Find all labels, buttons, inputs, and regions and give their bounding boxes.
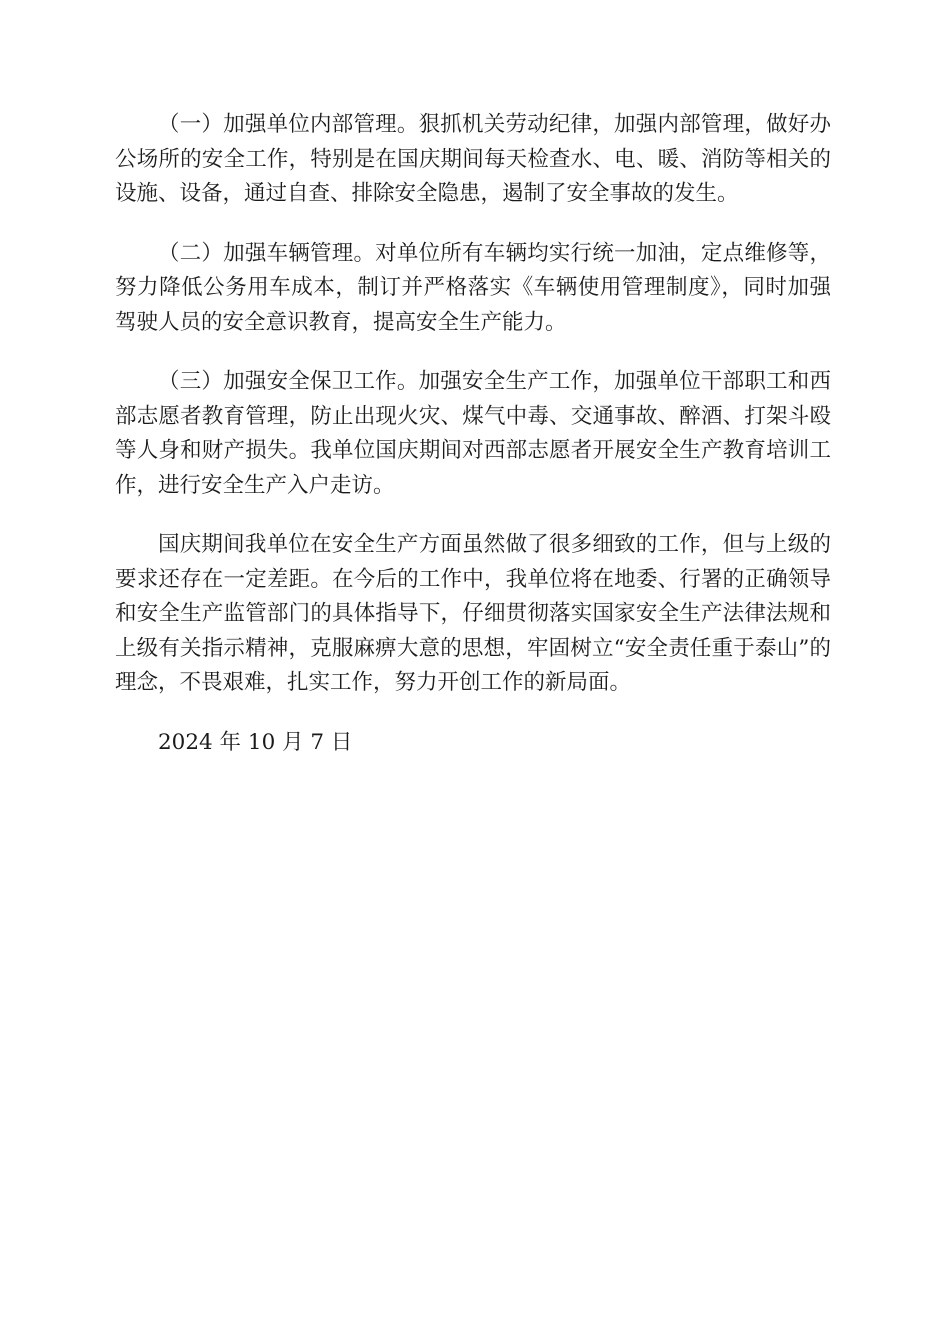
document-date: 2024 年 10 月 7 日: [158, 729, 353, 755]
paragraph-vehicle-management: （二）加强车辆管理。对单位所有车辆均实行统一加油，定点维修等，努力降低公务用车成本，制订并严格落实《车辆使用管理制度》，同时加强驾驶人员的安全意识教育，提高安全生产能力。: [115, 240, 831, 335]
paragraph-security-work: （三）加强安全保卫工作。加强安全生产工作，加强单位干部职工和西部志愿者教育管理，防止出现火灾、煤气中毒、交通事故、醉酒、打架斗殴等人身和财产损失。我单位国庆期间对西部志愿者开展安全生产教育培训工作，进行安全生产入户走访。: [115, 369, 831, 498]
paragraph-conclusion: 国庆期间我单位在安全生产方面虽然做了很多细致的工作，但与上级的要求还存在一定差距。在今后的工作中，我单位将在地委、行署的正确领导和安全生产监管部门的具体指导下，仔细贯彻落实国家安全生产法律法规和上级有关指示精神，克服麻痹大意的思想，牢固树立“安全责任重于泰山”的理念，不畏艰难，扎实工作，努力开创工作的新局面。: [115, 532, 831, 695]
paragraph-vehicle-internal-management: （一）加强单位内部管理。狠抓机关劳动纪律，加强内部管理，做好办公场所的安全工作，特别是在国庆期间每天检查水、电、暖、消防等相关的设施、设备，通过自查、排除安全隐患，遏制了安全事故的发生。: [115, 112, 831, 206]
document-body: [115, 108, 831, 760]
